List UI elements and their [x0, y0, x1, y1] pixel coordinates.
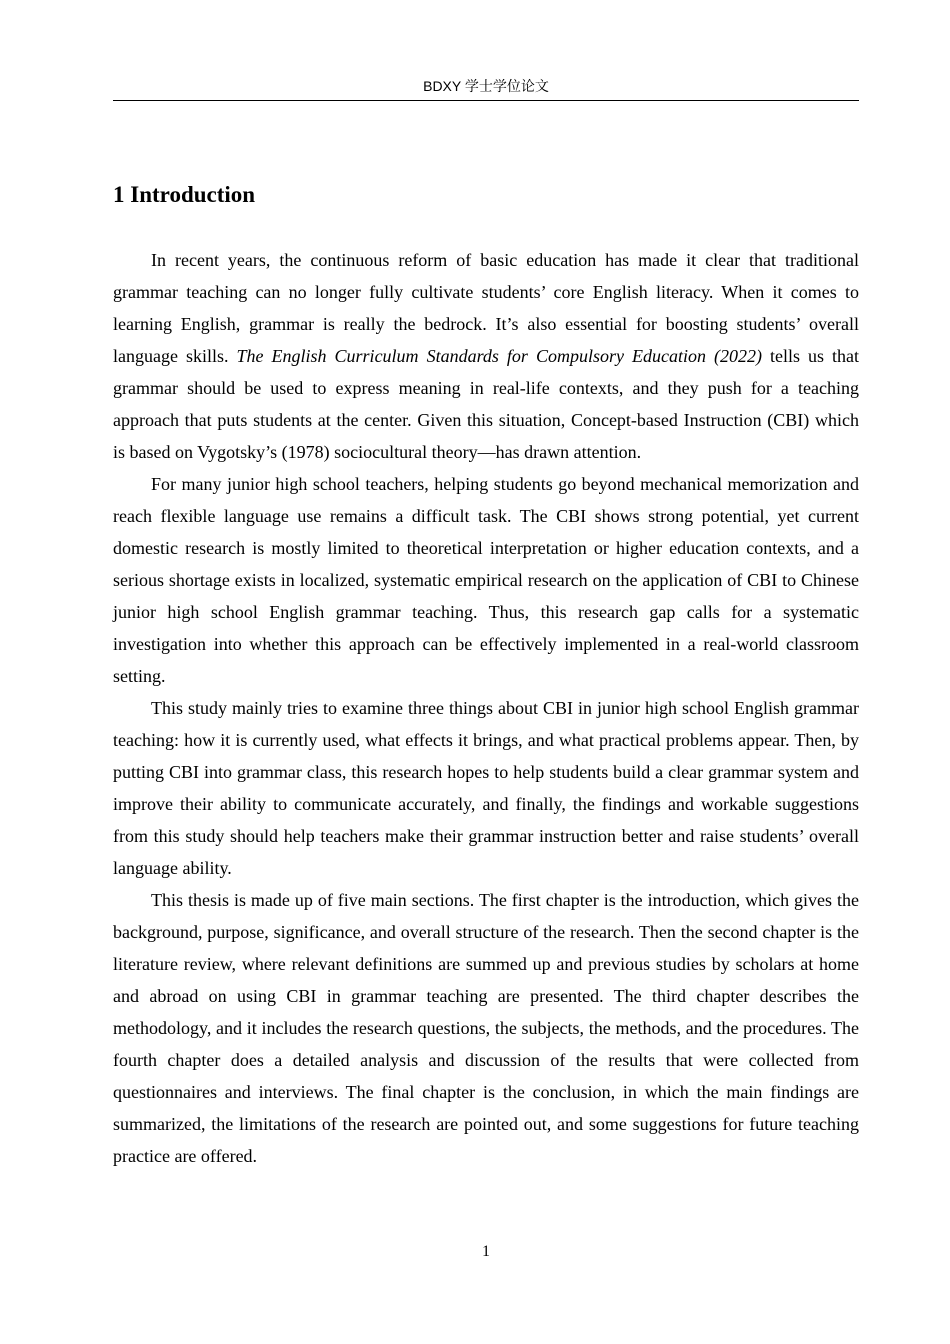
- chapter-title: 1 Introduction: [113, 182, 256, 207]
- chapter-body: [113, 244, 859, 1172]
- paragraph-1-text-end: tells us that grammar should be used to express meaning in real-life contexts, and they push for a teaching approach that puts students at the center. Given this situation, Concept-based Instruction (CBI) which is based on Vygotsky’s (1978) sociocultural theory—has drawn attention.: [113, 346, 859, 462]
- header-divider: [113, 100, 859, 101]
- paragraph-1: [113, 244, 859, 468]
- paragraph-4: This thesis is made up of five main sections. The first chapter is the introduction, which gives the background, purpose, significance, and overall structure of the research. Then the second chapter is the literature review, where relevant definitions are summed up and previous studies by scholars at home and abroad on using CBI in grammar teaching are presented. The third chapter describes the methodology, and it includes the research questions, the subjects, the methods, and the procedures. The fourth chapter does a detailed analysis and discussion of the results that were collected from questionnaires and interviews. The final chapter is the conclusion, in which the main findings are summarized, the limitations of the research are pointed out, and some suggestions for future teaching practice are offered.: [113, 890, 859, 1166]
- paragraph-2: For many junior high school teachers, helping students go beyond mechanical memorization and reach flexible language use remains a difficult task. The CBI shows strong potential, yet current domestic research is mostly limited to theoretical interpretation or higher education contexts, and a serious shortage exists in localized, systematic empirical research on the application of CBI to Chinese junior high school English grammar teaching. Thus, this research gap calls for a systematic investigation into whether this approach can be effectively implemented in a real-world classroom setting.: [113, 474, 859, 686]
- running-header: BDXY 学士学位论文: [423, 78, 549, 94]
- paragraph-3: This study mainly tries to examine three things about CBI in junior high school English grammar teaching: how it is currently used, what effects it brings, and what practical problems appear. Then, by putting CBI into grammar class, this research hopes to help students build a clear grammar system and improve their ability to communicate accurately, and finally, the findings and workable suggestions from this study should help teachers make their grammar instruction better and raise students’ overall language ability.: [113, 698, 859, 878]
- page-number: 1: [482, 1243, 490, 1260]
- paragraph-1-text-start: In recent years, the continuous reform of basic education has made it clear that traditional grammar teaching can no longer fully cultivate students’ core English literacy. When it comes to learning English, grammar is really the bedrock. It’s also essential for boosting students’ overall language skills.: [113, 250, 859, 366]
- curriculum-standards-title: The English Curriculum Standards for Compulsory Education (2022): [236, 346, 762, 366]
